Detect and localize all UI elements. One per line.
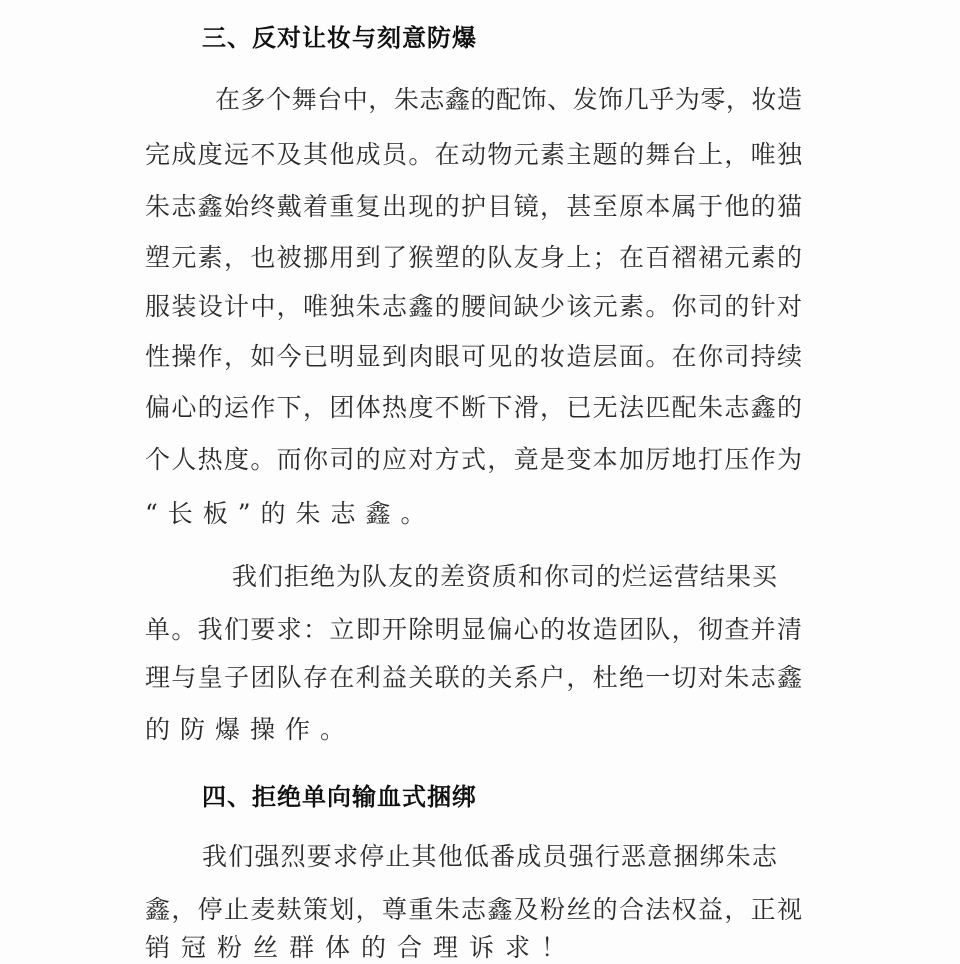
paragraph-line: 销冠粉丝群体的合理诉求！ bbox=[145, 933, 578, 962]
section-4-heading: 四、拒绝单向输血式捆绑 bbox=[202, 783, 477, 811]
paragraph-line: 塑元素，也被挪用到了猴塑的队友身上；在百褶裙元素的 bbox=[145, 243, 802, 272]
paragraph-line: 理与皇子团队存在利益关联的关系户，杜绝一切对朱志鑫 bbox=[145, 663, 802, 692]
paragraph-line: “长板”的朱志鑫。 bbox=[145, 499, 436, 528]
paragraph-line: 我们拒绝为队友的差资质和你司的烂运营结果买 bbox=[232, 562, 777, 591]
paragraph-line: 单。我们要求：立即开除明显偏心的妆造团队，彻查并清 bbox=[145, 615, 802, 644]
paragraph-line: 个人热度。而你司的应对方式，竟是变本加厉地打压作为 bbox=[145, 445, 802, 474]
paragraph-line: 性操作，如今已明显到肉眼可见的妆造层面。在你司持续 bbox=[145, 342, 802, 371]
paragraph-line: 朱志鑫始终戴着重复出现的护目镜，甚至原本属于他的猫 bbox=[145, 192, 802, 221]
paragraph-line: 服装设计中，唯独朱志鑫的腰间缺少该元素。你司的针对 bbox=[145, 292, 802, 321]
paragraph-line: 鑫，停止麦麸策划，尊重朱志鑫及粉丝的合法权益，正视 bbox=[145, 895, 802, 924]
section-3-heading: 三、反对让妆与刻意防爆 bbox=[202, 24, 477, 52]
paragraph-line: 的防爆操作。 bbox=[145, 715, 356, 744]
paragraph-line: 完成度远不及其他成员。在动物元素主题的舞台上，唯独 bbox=[145, 140, 802, 169]
paragraph-line: 偏心的运作下，团体热度不断下滑，已无法匹配朱志鑫的 bbox=[145, 393, 802, 422]
paragraph-line: 我们强烈要求停止其他低番成员强行恶意捆绑朱志 bbox=[202, 842, 777, 871]
paragraph-line: 在多个舞台中，朱志鑫的配饰、发饰几乎为零，妆造 bbox=[215, 85, 802, 114]
